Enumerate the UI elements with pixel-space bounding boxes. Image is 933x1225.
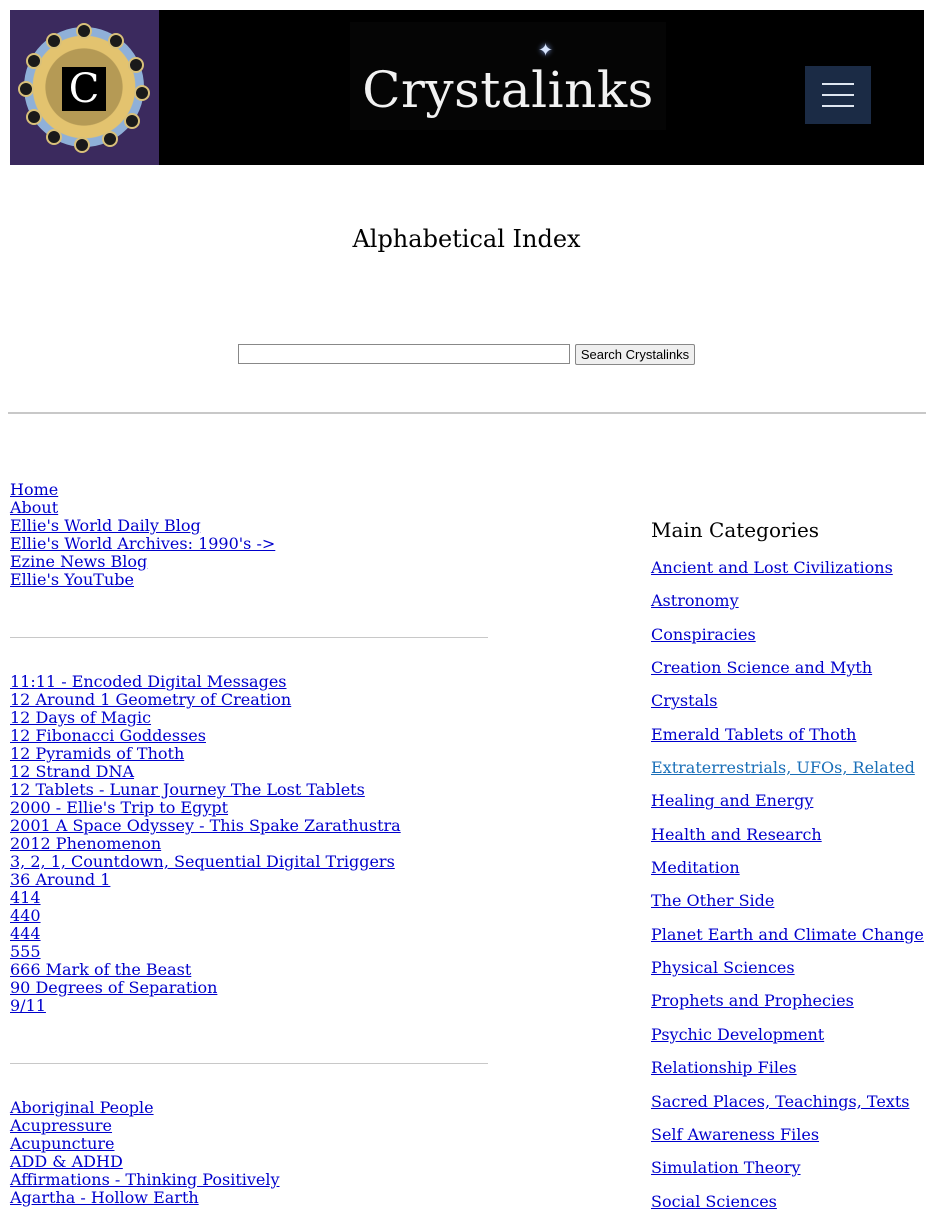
category-link[interactable]: Prophets and Prophecies [651,991,854,1011]
logo-letter: C [62,67,106,111]
divider [10,637,488,638]
index-link[interactable]: 12 Strand DNA [10,762,135,781]
nav-link-about[interactable]: About [10,498,59,517]
category-link[interactable]: Psychic Development [651,1024,825,1044]
nav-link-daily-blog[interactable]: Ellie's World Daily Blog [10,516,201,535]
index-link[interactable]: 440 [10,906,41,925]
search-input[interactable] [238,344,570,364]
category-link[interactable]: Emerald Tablets of Thoth [651,724,857,744]
nav-link-archives[interactable]: Ellie's World Archives: 1990's -> [10,534,276,553]
index-link[interactable]: Acupressure [10,1116,113,1135]
index-link[interactable]: 12 Tablets - Lunar Journey The Lost Tablets [10,780,365,799]
brand-logo[interactable] [350,22,666,130]
index-link[interactable]: 2012 Phenomenon [10,834,162,853]
category-list [651,558,924,1225]
index-link[interactable]: 2000 - Ellie's Trip to Egypt [10,798,229,817]
category-link[interactable]: Simulation Theory [651,1158,801,1178]
divider [10,1063,488,1064]
logo-ring [24,27,144,147]
category-link[interactable]: Astronomy [651,591,739,611]
category-link[interactable]: Creation Science and Myth [651,658,873,678]
category-link[interactable]: Planet Earth and Climate Change [651,924,924,944]
category-link[interactable]: Relationship Files [651,1058,797,1078]
index-link[interactable]: 12 Days of Magic [10,708,152,727]
category-link[interactable]: Ancient and Lost Civilizations [651,558,893,577]
category-link[interactable]: Extraterrestrials, UFOs, Related [651,758,915,778]
index-link[interactable]: 444 [10,924,41,943]
index-link[interactable]: 2001 A Space Odyssey - This Spake Zarathustra [10,816,401,835]
brand-name: Crystalinks [362,61,654,119]
categories-title: Main Categories [651,518,820,542]
index-link[interactable]: 12 Pyramids of Thoth [10,744,185,763]
category-link[interactable]: Social Sciences [651,1191,777,1211]
index-link[interactable]: 666 Mark of the Beast [10,960,192,979]
header-banner [10,10,924,165]
index-link[interactable]: Agartha - Hollow Earth [10,1188,199,1207]
category-link[interactable]: Self Awareness Files [651,1124,820,1144]
category-link[interactable]: Sacred Places, Teachings, Texts [651,1091,910,1111]
index-link[interactable]: 414 [10,888,41,907]
numeric-index-list [10,673,401,1015]
category-link[interactable]: Conspiracies [651,624,756,644]
index-link[interactable]: Aboriginal People [10,1098,154,1117]
index-link[interactable]: 9/11 [10,996,46,1015]
nav-link-list [10,481,275,589]
index-link[interactable]: Acupuncture [10,1134,115,1153]
index-link[interactable]: Affirmations - Thinking Positively [10,1170,280,1189]
hamburger-menu-button[interactable] [805,66,871,124]
index-link[interactable]: ADD & ADHD [10,1152,123,1171]
page-title: Alphabetical Index [352,225,581,253]
index-link[interactable]: 3, 2, 1, Countdown, Sequential Digital Triggers [10,852,395,871]
index-link[interactable]: 12 Fibonacci Goddesses [10,726,206,745]
divider [8,412,926,414]
nav-link-ezine[interactable]: Ezine News Blog [10,552,148,571]
index-link[interactable]: 11:11 - Encoded Digital Messages [10,672,287,691]
hamburger-menu-icon [822,83,854,85]
category-link[interactable]: Health and Research [651,824,822,844]
index-link[interactable]: 12 Around 1 Geometry of Creation [10,690,292,709]
index-link[interactable]: 90 Degrees of Separation [10,978,218,997]
category-link[interactable]: The Other Side [651,891,775,911]
nav-link-youtube[interactable]: Ellie's YouTube [10,570,134,589]
index-link[interactable]: 555 [10,942,41,961]
category-link[interactable]: Physical Sciences [651,958,795,978]
nav-link-home[interactable]: Home [10,480,59,499]
site-logo[interactable] [10,10,159,165]
index-link[interactable]: 36 Around 1 [10,870,111,889]
a-index-list [10,1099,280,1207]
category-link[interactable]: Crystals [651,691,718,711]
star-icon: ✦ [538,40,554,61]
category-link[interactable]: Meditation [651,858,740,878]
search-button[interactable]: Search Crystalinks [575,344,695,365]
category-link[interactable]: Healing and Energy [651,791,814,811]
